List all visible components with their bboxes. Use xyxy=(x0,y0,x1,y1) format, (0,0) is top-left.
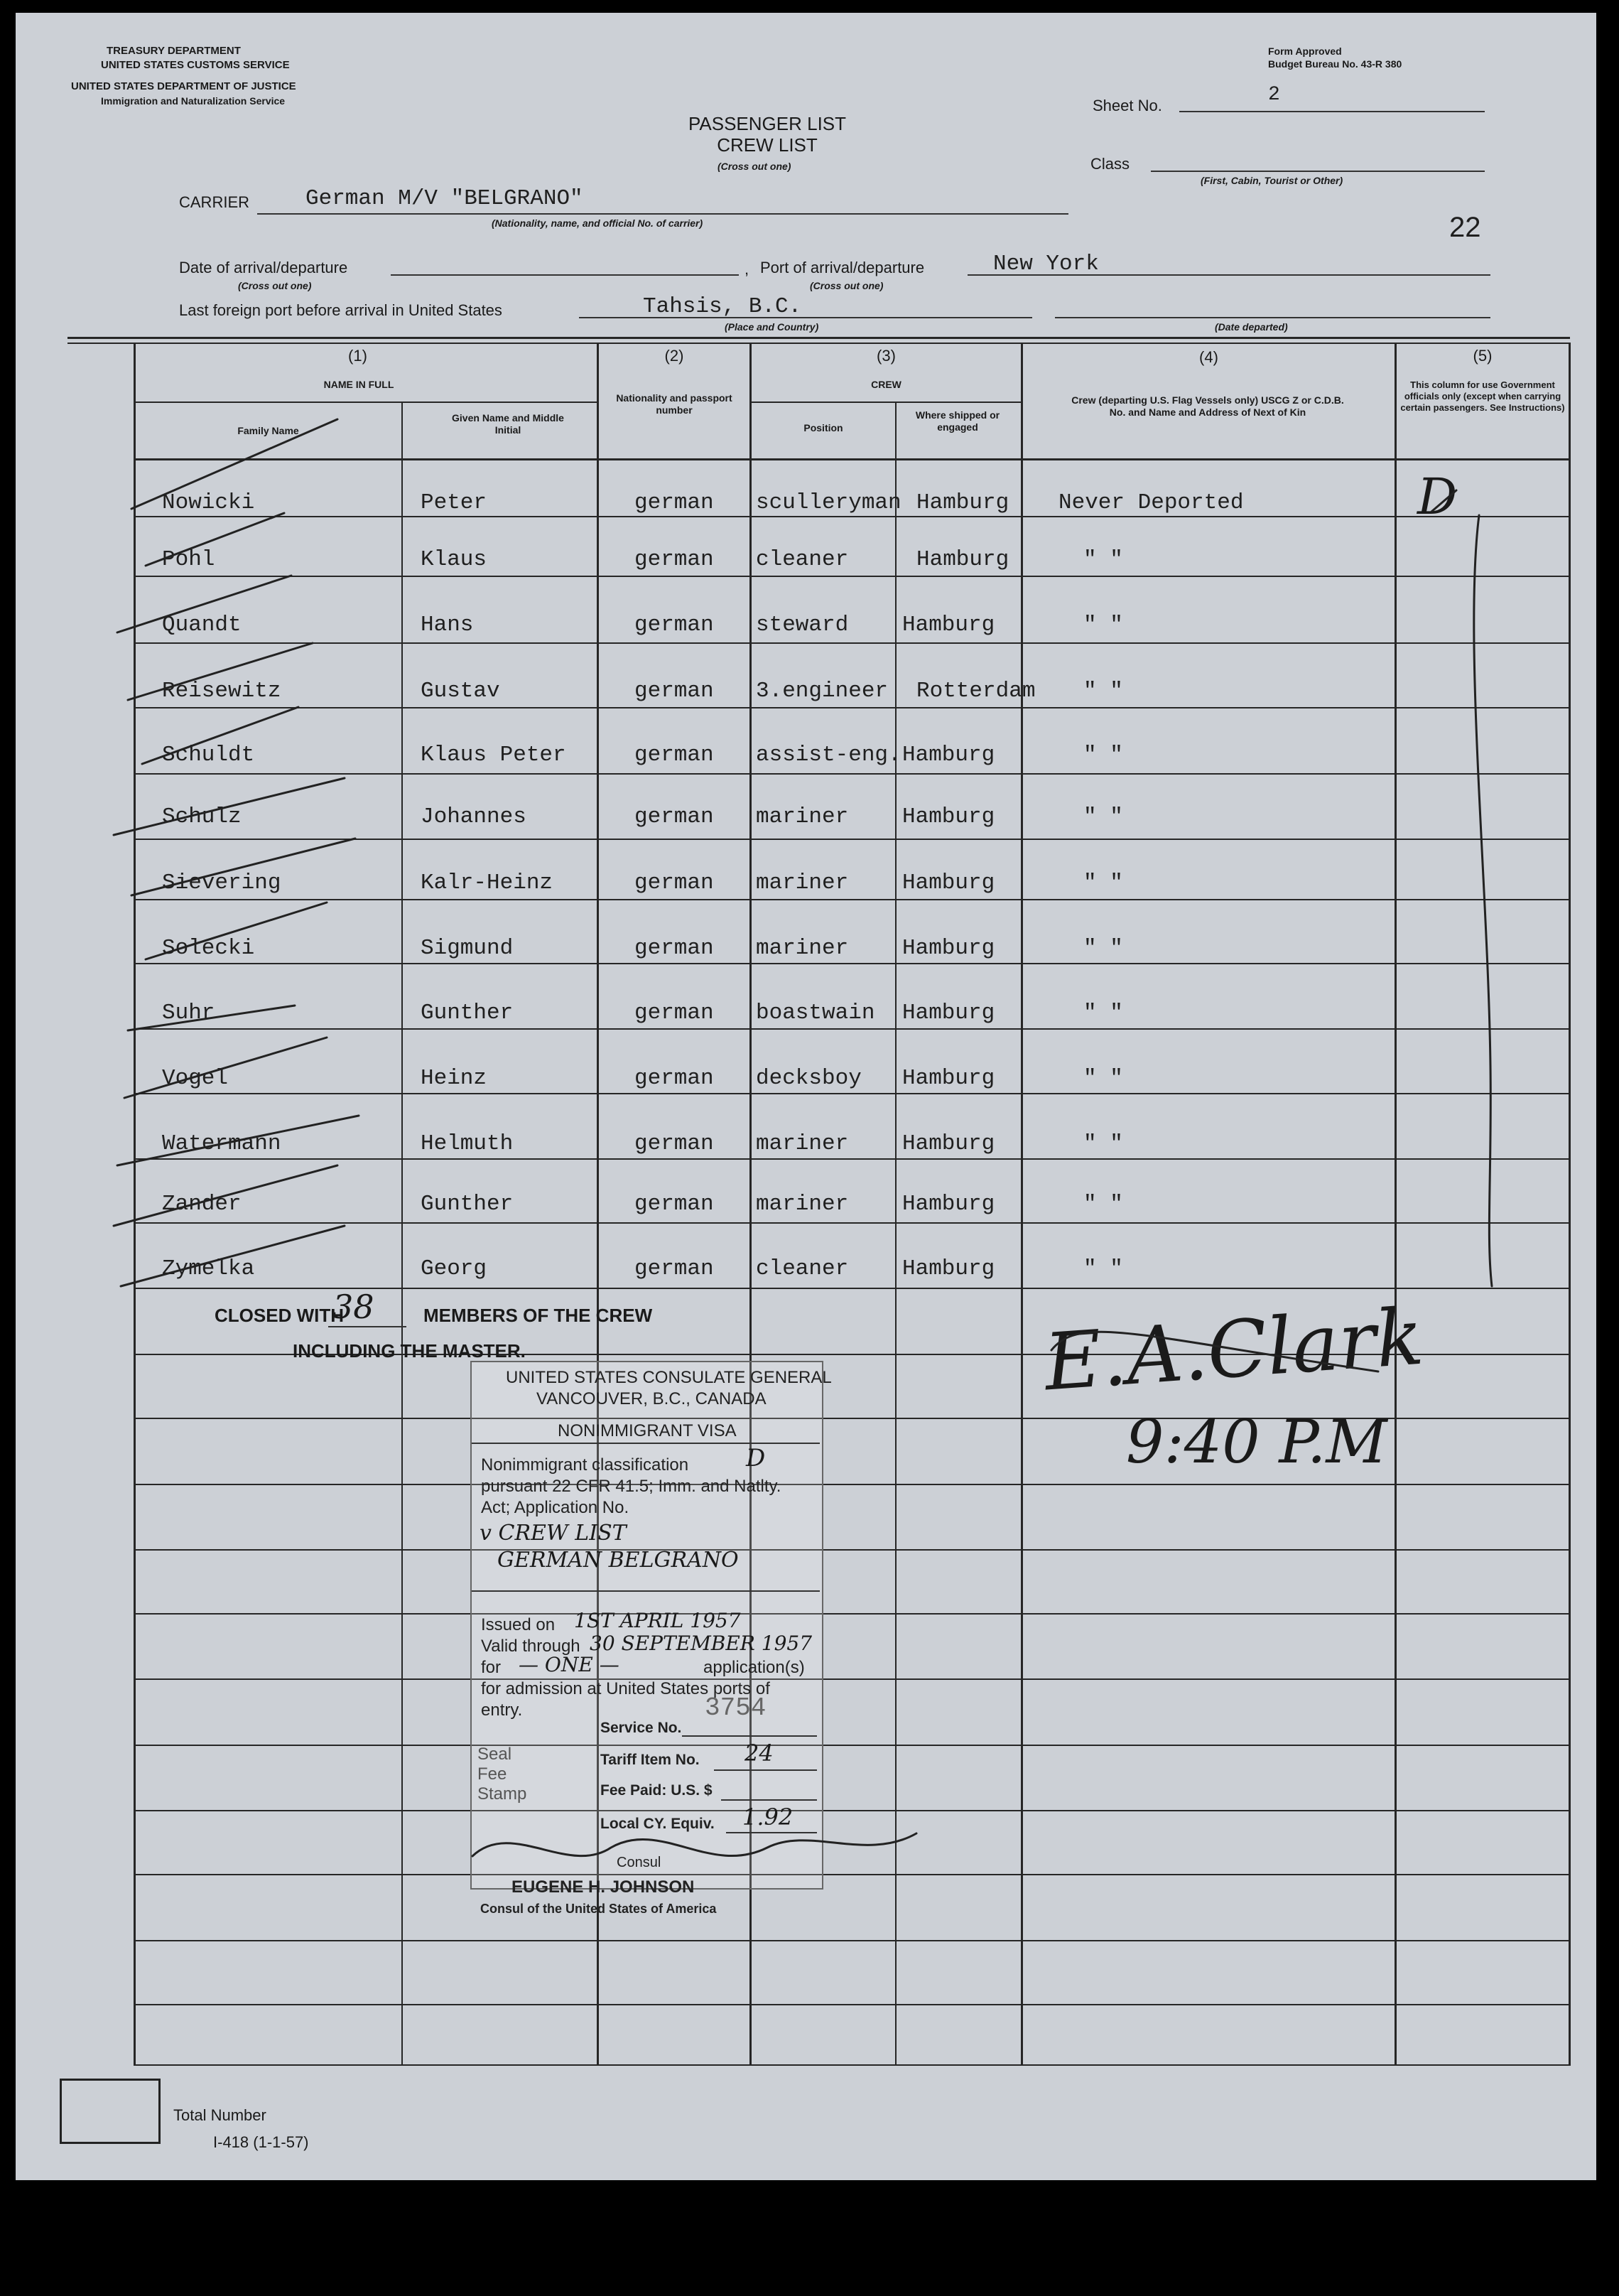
stamp-line-3: NONIMMIGRANT VISA xyxy=(558,1421,737,1440)
given-name-cell: Gunther xyxy=(421,1001,514,1025)
stamp-consul-title: Consul of the United States of America xyxy=(480,1902,717,1916)
where-engaged-cell: Hamburg xyxy=(916,547,1009,572)
last-port-label: Last foreign port before arrival in United States xyxy=(179,301,502,319)
port-caption: (Cross out one) xyxy=(810,280,884,291)
nationality-cell: german xyxy=(634,547,714,572)
nationality-cell: german xyxy=(634,613,714,637)
given-name-cell: Gustav xyxy=(421,679,500,704)
where-engaged-cell: Hamburg xyxy=(902,613,995,637)
next-of-kin-cell: " " xyxy=(1083,1131,1123,1156)
stamp-tariff-value: 24 xyxy=(744,1740,774,1767)
where-engaged-cell: Hamburg xyxy=(902,804,995,829)
last-port-value: Tahsis, B.C. xyxy=(643,294,802,319)
col3-number: (3) xyxy=(877,347,896,365)
checkmark-7 xyxy=(131,839,355,895)
title-passenger-list: PASSENGER LIST xyxy=(688,113,847,134)
col2-number: (2) xyxy=(664,347,684,365)
nationality-cell: german xyxy=(634,679,714,704)
date-label: Date of arrival/departure xyxy=(179,259,348,276)
col1b-header: Given Name and Middle Initial xyxy=(452,412,564,436)
where-engaged-cell: Hamburg xyxy=(902,1131,995,1156)
position-cell: cleaner xyxy=(756,547,849,572)
checkmark-8 xyxy=(146,902,327,959)
position-cell: cleaner xyxy=(756,1256,849,1281)
stamp-fee-label: Fee xyxy=(477,1764,507,1784)
stamp-seal-label: Seal xyxy=(477,1745,512,1764)
dept-line-4: Immigration and Naturalization Service xyxy=(101,95,286,107)
checkmark-9 xyxy=(128,1006,295,1030)
given-name-cell: Hans xyxy=(421,613,474,637)
nationality-cell: german xyxy=(634,804,714,829)
position-cell: steward xyxy=(756,613,849,637)
position-cell: assist-eng. xyxy=(756,743,901,767)
stamp-line-10: for admission at United States ports of xyxy=(481,1679,770,1698)
date-caption: (Cross out one) xyxy=(238,280,312,291)
col4-header: Crew (departing U.S. Flag Vessels only) USCG Z or C.D.B. No. and Name and Address of Next of Kin xyxy=(1071,394,1344,418)
stamp-issued-label: Issued on xyxy=(481,1615,556,1634)
stamp-handwritten-1: v CREW LIST xyxy=(480,1521,627,1546)
next-of-kin-cell: " " xyxy=(1083,679,1123,704)
checkmark-10 xyxy=(124,1037,327,1098)
carrier-label: CARRIER xyxy=(179,193,250,211)
given-name-cell: Klaus xyxy=(421,547,487,572)
stamp-applications: application(s) xyxy=(703,1658,805,1677)
nationality-cell: german xyxy=(634,1001,714,1025)
family-name-cell: Pohl xyxy=(162,547,215,572)
stamp-local-label: Local CY. Equiv. xyxy=(600,1816,715,1832)
class-label: Class xyxy=(1090,155,1130,173)
checkmark-6 xyxy=(114,778,345,835)
family-name-cell: Zander xyxy=(162,1192,242,1217)
checkmark-4 xyxy=(128,643,313,700)
next-of-kin-cell: " " xyxy=(1083,804,1123,829)
sheet-value: 2 xyxy=(1268,84,1280,106)
carrier-value: German M/V "BELGRANO" xyxy=(305,186,583,211)
given-name-cell: Heinz xyxy=(421,1066,487,1091)
where-engaged-cell: Hamburg xyxy=(902,1192,995,1217)
nationality-cell: german xyxy=(634,1192,714,1217)
total-number-label: Total Number xyxy=(173,2106,266,2124)
stamp-line-1: UNITED STATES CONSULATE GENERAL xyxy=(506,1368,832,1387)
col3b-header: Where shipped or engaged xyxy=(915,409,1000,433)
given-name-cell: Sigmund xyxy=(421,936,514,961)
given-name-cell: Johannes xyxy=(421,804,526,829)
closed-with-label: CLOSED WITH xyxy=(215,1305,344,1326)
checkmark-13 xyxy=(121,1226,345,1286)
next-of-kin-cell: " " xyxy=(1083,1192,1123,1217)
stamp-number: 3754 xyxy=(705,1693,767,1723)
col5-mark: D xyxy=(1417,468,1458,526)
family-name-cell: Vogel xyxy=(162,1066,229,1091)
family-name-cell: Nowicki xyxy=(162,490,255,515)
position-cell: 3.engineer xyxy=(756,679,889,704)
checkmark-3 xyxy=(117,576,291,632)
nationality-cell: german xyxy=(634,1066,714,1091)
next-of-kin-cell: " " xyxy=(1083,613,1123,637)
family-name-cell: Schulz xyxy=(162,804,242,829)
closed-master-label: INCLUDING THE MASTER. xyxy=(293,1340,526,1362)
stamp-issued-value: 1ST APRIL 1957 xyxy=(574,1609,741,1632)
stamp-for-label: for xyxy=(481,1658,502,1677)
given-name-cell: Peter xyxy=(421,490,487,515)
position-cell: mariner xyxy=(756,936,849,961)
stamp-line-5: pursuant 22 CFR 41.5; Imm. and Natlty. xyxy=(481,1477,781,1496)
col1a-header: Family Name xyxy=(237,425,299,436)
next-of-kin-cell: Never Deported xyxy=(1058,490,1244,515)
stamp-class-value: D xyxy=(746,1444,766,1472)
signature-name: E.A.Clark xyxy=(1041,1290,1426,1408)
nationality-cell: german xyxy=(634,936,714,961)
position-cell: decksboy xyxy=(756,1066,862,1091)
checkmark-5 xyxy=(142,707,298,764)
stamp-line-6: Act; Application No. xyxy=(481,1498,629,1517)
nationality-cell: german xyxy=(634,743,714,767)
signature-time: 9:40 P.M xyxy=(1126,1407,1387,1477)
carrier-caption: (Nationality, name, and official No. of carrier) xyxy=(492,217,703,229)
nationality-cell: german xyxy=(634,871,714,895)
next-of-kin-cell: " " xyxy=(1083,936,1123,961)
nationality-cell: german xyxy=(634,490,714,515)
next-of-kin-cell: " " xyxy=(1083,1066,1123,1091)
last-port-caption: (Place and Country) xyxy=(725,321,819,333)
stamp-line-4: Nonimmigrant classification xyxy=(481,1455,689,1475)
budget-bureau: Budget Bureau No. 43-R 380 xyxy=(1268,58,1402,70)
stamp-consul-name: EUGENE H. JOHNSON xyxy=(511,1877,695,1897)
nationality-cell: german xyxy=(634,1256,714,1281)
stamp-valid-label: Valid through xyxy=(481,1637,580,1656)
stamp-stamp-label: Stamp xyxy=(477,1784,527,1804)
family-name-cell: Zymelka xyxy=(162,1256,255,1281)
family-name-cell: Sievering xyxy=(162,871,281,895)
col5-number: (5) xyxy=(1473,347,1493,365)
title-crew-list: CREW LIST xyxy=(717,134,818,156)
nationality-cell: german xyxy=(634,1131,714,1156)
checkmark-11 xyxy=(117,1116,359,1165)
given-name-cell: Gunther xyxy=(421,1192,514,1217)
col3a-header: Position xyxy=(803,422,843,433)
given-name-cell: Georg xyxy=(421,1256,487,1281)
checkmark-12 xyxy=(114,1165,337,1226)
checkmark-2 xyxy=(146,513,284,566)
family-name-cell: Suhr xyxy=(162,1001,215,1025)
col5-tick xyxy=(1431,490,1456,512)
col1-title: NAME IN FULL xyxy=(323,379,394,390)
next-of-kin-cell: " " xyxy=(1083,547,1123,572)
stamp-handwritten-2: GERMAN BELGRANO xyxy=(497,1548,739,1573)
stamp-consul-label: Consul xyxy=(617,1855,661,1870)
position-cell: mariner xyxy=(756,1131,849,1156)
next-of-kin-cell: " " xyxy=(1083,1256,1123,1281)
port-value: New York xyxy=(993,252,1099,276)
dept-line-2: UNITED STATES CUSTOMS SERVICE xyxy=(101,59,290,71)
where-engaged-cell: Hamburg xyxy=(902,936,995,961)
dept-line-1: TREASURY DEPARTMENT xyxy=(107,45,241,57)
stamp-service-label: Service No. xyxy=(600,1720,682,1736)
stamp-for-value: — ONE — xyxy=(519,1653,619,1676)
position-cell: sculleryman xyxy=(756,490,901,515)
family-name-cell: Schuldt xyxy=(162,743,255,767)
col5-header: This column for use Government officials only (except when carrying certain passengers. See Instructions) xyxy=(1400,379,1565,413)
class-caption: (First, Cabin, Tourist or Other) xyxy=(1201,175,1343,186)
where-engaged-cell: Hamburg xyxy=(902,1256,995,1281)
stamp-tariff-label: Tariff Item No. xyxy=(600,1752,700,1768)
port-label: Port of arrival/departure xyxy=(760,259,925,276)
form-number: I-418 (1-1-57) xyxy=(213,2133,309,2151)
next-of-kin-cell: " " xyxy=(1083,743,1123,767)
where-engaged-cell: Hamburg xyxy=(902,1001,995,1025)
page-number: 22 xyxy=(1449,212,1481,243)
col2-header: Nationality and passport number xyxy=(616,392,732,416)
col1-number: (1) xyxy=(348,347,367,365)
col5-bracket xyxy=(1474,515,1492,1286)
next-of-kin-cell: " " xyxy=(1083,871,1123,895)
family-name-cell: Reisewitz xyxy=(162,679,281,704)
col3-title: CREW xyxy=(871,379,901,390)
where-engaged-cell: Rotterdam xyxy=(916,679,1036,704)
next-of-kin-cell: " " xyxy=(1083,1001,1123,1025)
dept-line-3: UNITED STATES DEPARTMENT OF JUSTICE xyxy=(71,80,296,92)
given-name-cell: Kalr-Heinz xyxy=(421,871,553,895)
sheet-label: Sheet No. xyxy=(1093,97,1162,114)
given-name-cell: Klaus Peter xyxy=(421,743,566,767)
date-departed-caption: (Date departed) xyxy=(1215,321,1288,333)
consul-signature xyxy=(472,1833,916,1856)
stamp-line-2: VANCOUVER, B.C., CANADA xyxy=(536,1389,767,1408)
title-caption: (Cross out one) xyxy=(718,161,791,172)
where-engaged-cell: Hamburg xyxy=(902,743,995,767)
form-approved: Form Approved xyxy=(1268,45,1342,57)
given-name-cell: Helmuth xyxy=(421,1131,514,1156)
signature-flourish xyxy=(1051,1332,1378,1371)
stamp-fee-paid-label: Fee Paid: U.S. $ xyxy=(600,1782,713,1799)
position-cell: mariner xyxy=(756,804,849,829)
family-name-cell: Watermann xyxy=(162,1131,281,1156)
closed-members-label: MEMBERS OF THE CREW xyxy=(423,1305,653,1326)
stamp-local-value: 1.92 xyxy=(742,1804,794,1831)
stamp-valid-value: 30 SEPTEMBER 1957 xyxy=(590,1632,813,1655)
position-cell: mariner xyxy=(756,1192,849,1217)
col4-number: (4) xyxy=(1199,348,1218,366)
position-cell: boastwain xyxy=(756,1001,875,1025)
closed-count: 38 xyxy=(332,1288,374,1326)
position-cell: mariner xyxy=(756,871,849,895)
where-engaged-cell: Hamburg xyxy=(916,490,1009,515)
comma: , xyxy=(744,260,749,278)
family-name-cell: Solecki xyxy=(162,936,255,961)
checkmark-1 xyxy=(131,419,337,509)
stamp-line-11: entry. xyxy=(481,1701,523,1720)
where-engaged-cell: Hamburg xyxy=(902,1066,995,1091)
family-name-cell: Quandt xyxy=(162,613,242,637)
where-engaged-cell: Hamburg xyxy=(902,871,995,895)
